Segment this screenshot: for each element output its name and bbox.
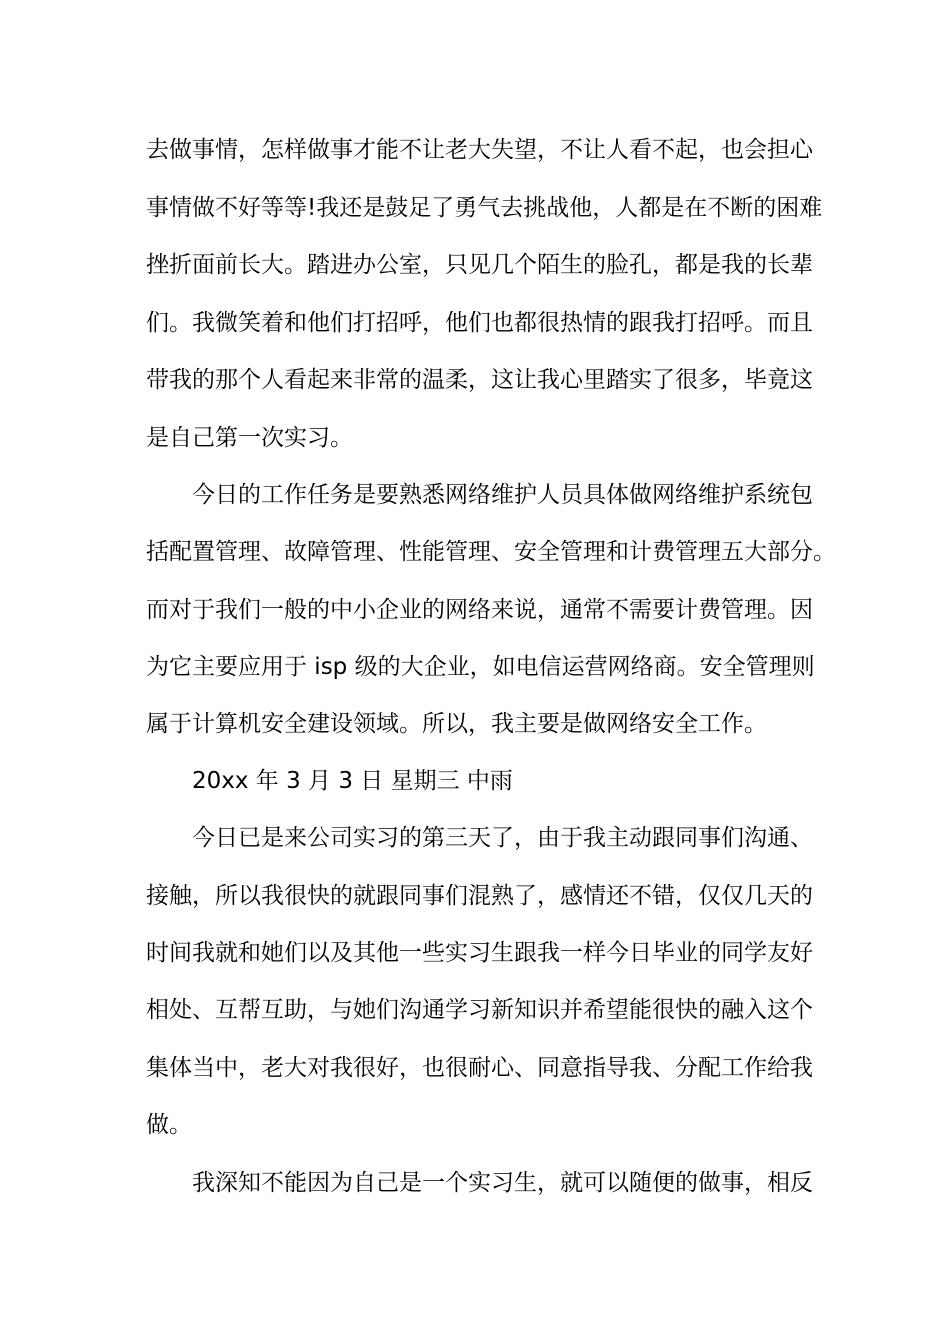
date-heading: 20xx 年 3 月 3 日 星期三 中雨 — [192, 768, 513, 794]
text-line: 集体当中，老大对我很好，也很耐心、同意指导我、分配工作给我 — [146, 1055, 813, 1081]
text-line: 相处、互帮互助，与她们沟通学习新知识并希望能很快的融入这个 — [146, 997, 813, 1023]
paragraph-start-line: 今日的工作任务是要熟悉网络维护人员具体做网络维护系统包 — [192, 482, 813, 508]
text-line: 挫折面前长大。踏进办公室，只见几个陌生的脸孔，都是我的长辈 — [146, 252, 813, 278]
text-line: 接触，所以我很快的就跟同事们混熟了，感情还不错，仅仅几天的 — [146, 883, 813, 909]
text-line: 们。我微笑着和他们打招呼，他们也都很热情的跟我打招呼。而且 — [146, 310, 813, 336]
text-line: 时间我就和她们以及其他一些实习生跟我一样今日毕业的同学友好 — [146, 940, 813, 966]
paragraph-start-line: 今日已是来公司实习的第三天了，由于我主动跟同事们沟通、 — [192, 825, 813, 851]
text-line: 属于计算机安全建设领域。所以，我主要是做网络安全工作。 — [146, 711, 767, 737]
text-line: 做。 — [146, 1112, 192, 1138]
paragraph-start-line: 我深知不能因为自己是一个实习生，就可以随便的做事，相反 — [192, 1170, 813, 1196]
text-line: 而对于我们一般的中小企业的网络来说，通常不需要计费管理。因 — [146, 597, 813, 623]
text-line: 带我的那个人看起来非常的温柔，这让我心里踏实了很多，毕竟这 — [146, 367, 813, 393]
text-line: 事情做不好等等!我还是鼓足了勇气去挑战他，人都是在不断的困难 — [146, 195, 823, 221]
text-line: 括配置管理、故障管理、性能管理、安全管理和计费管理五大部分。 — [146, 539, 836, 565]
text-line: 为它主要应用于 isp 级的大企业，如电信运营网络商。安全管理则 — [146, 654, 815, 680]
text-line: 是自己第一次实习。 — [146, 425, 353, 451]
text-line: 去做事情，怎样做事才能不让老大失望，不让人看不起，也会担心 — [146, 137, 813, 163]
